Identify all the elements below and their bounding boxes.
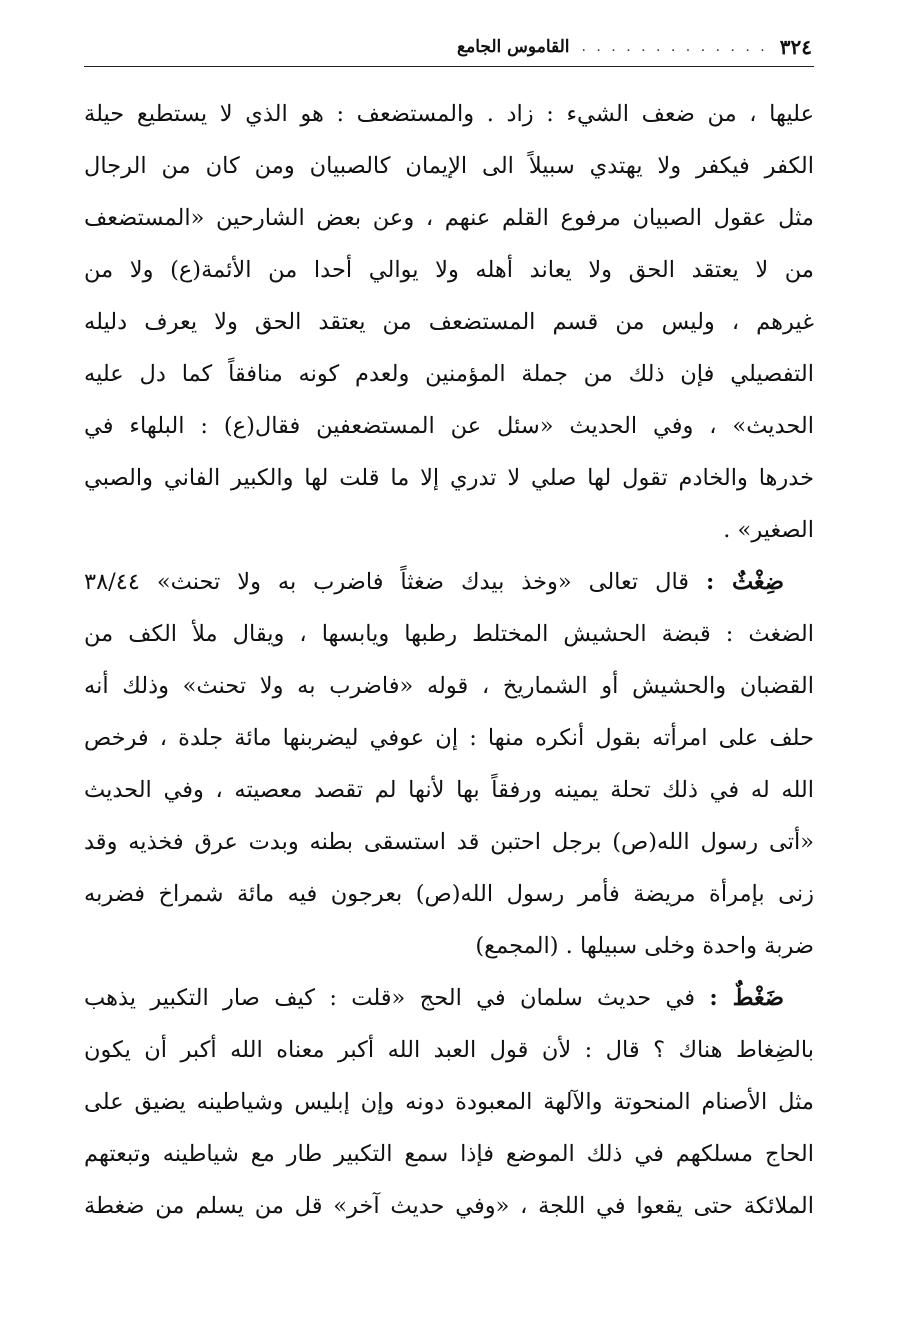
entry-daght-first-line [84,972,814,1024]
text-line: مثل عقول الصبيان مرفوع القلم عنهم ، وعن بعض الشارحين «المستضعف [84,205,814,231]
book-title: القاموس الجامع [457,37,570,57]
page-number: ٣٢٤ [779,35,812,59]
text-line: القضبان والحشيش أو الشماريخ ، قوله «فاضرب به ولا تحنث» وذلك أنه [84,673,814,699]
text-line: الضغث : قبضة الحشيش المختلط رطبها ويابسها ، ويقال ملأ الكف من [84,621,814,647]
entry-headword-daght: ضَغْطٌ : [709,985,784,1011]
text-line: الصغير» . [723,517,814,543]
text-line: الكفر فيكفر ولا يهتدي سبيلاً الى الإيمان كالصبيان ومن كان من الرجال [84,153,814,179]
text-line: بالضِغاط هناك ؟ قال : لأن قول العبد الله أكبر معناه الله أكبر أن يكون [84,1037,814,1063]
header-divider [84,66,814,67]
entry-dighth-verse: قال تعالى «وخذ بيدك ضغثاً فاضرب به ولا تحنث» ٣٨/٤٤ [84,569,690,595]
entry-dighth-first-line [84,556,814,608]
text-line: خدرها والخادم تقول لها صلي لا تدري إلا ما قلت لها والكبير الفاني والصبي [84,465,814,491]
text-line: عليها ، من ضعف الشيء : زاد . والمستضعف : هو الذي لا يستطيع حيلة [84,101,814,127]
text-line: حلف على امرأته بقول أنكره منها : إن عوفي ليضربنها مائة جلدة ، فرخص [84,725,814,751]
entry-daght-text: في حديث سلمان في الحج «قلت : كيف صار التكبير يذهب [84,985,695,1011]
text-line: الحاج مسلكهم في ذلك الموضع فإذا سمع التكبير طار مع شياطينه وتبعتهم [84,1141,814,1167]
text-line: زنى بإمرأة مريضة فأمر رسول الله(ص) بعرجون فيه مائة شمراخ فضربه [84,881,814,907]
page-body [84,88,814,1232]
text-line: «أتى رسول الله(ص) برجل احتبن قد استسقى بطنه وبدت عرق فخذيه وقد [84,829,814,855]
text-line: ضربة واحدة وخلى سبيلها . (المجمع) [475,933,814,959]
text-line: التفصيلي فإن ذلك من جملة المؤمنين ولعدم كونه منافقاً كما دل عليه [84,361,814,387]
text-line: غيرهم ، وليس من قسم المستضعف من يعتقد الحق ولا يعرف دليله [84,309,814,335]
text-line: الحديث» ، وفي الحديث «سئل عن المستضعفين فقال(ع) : البلهاء في [84,413,814,439]
text-line: مثل الأصنام المنحوتة والآلهة المعبودة دونه وإن إبليس وشياطينه يضيق على [84,1089,814,1115]
text-line: من لا يعتقد الحق ولا يعاند أهله ولا يوالي أحدا من الأئمة(ع) ولا من [84,257,814,283]
text-line: الله له في ذلك تحلة يمينه ورفقاً بها لأنها لم تقصد معصيته ، وفي الحديث [84,777,814,803]
running-header [88,30,812,64]
header-leader-dots: . . . . . . . . . . . . . [581,39,768,55]
entry-headword-dighth: ضِغْثٌ : [706,569,784,595]
text-line: الملائكة حتى يقعوا في اللجة ، «وفي حديث آخر» قل من يسلم من ضغطة [84,1193,814,1219]
